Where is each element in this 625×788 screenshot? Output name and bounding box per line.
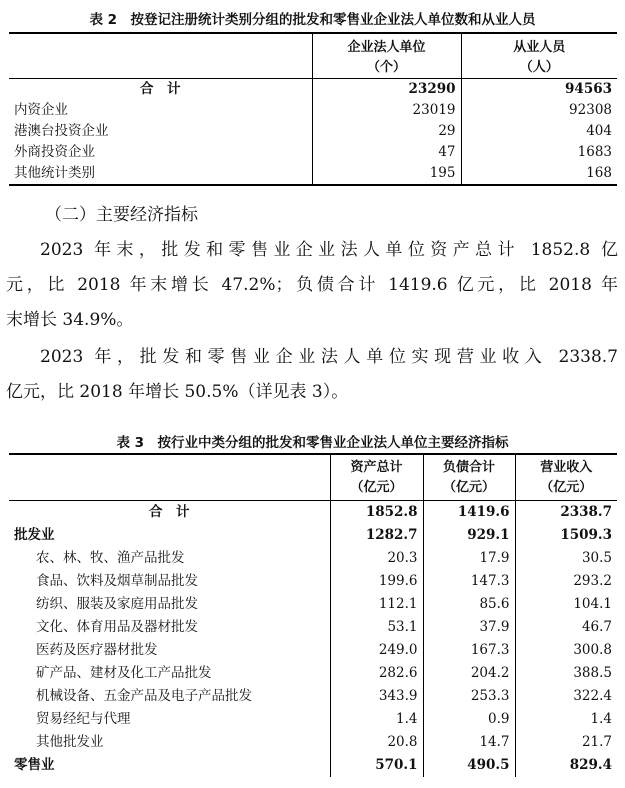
table-row: 外商投资企业 47 1683: [9, 142, 617, 163]
table-row: 纺织、服装及家庭用品批发 112.1 85.6 104.1: [9, 593, 617, 616]
table-row: 食品、饮料及烟草制品批发 199.6 147.3 293.2: [9, 570, 617, 593]
table-row: 港澳台投资企业 29 404: [9, 121, 617, 142]
table-row: 矿产品、建材及化工产品批发 282.6 204.2 388.5: [9, 662, 617, 685]
table3-retail-row: 零售业 570.1 490.5 829.4: [9, 754, 617, 777]
table-row: 文化、体育用品及器材批发 53.1 37.9 46.7: [9, 616, 617, 639]
table3-total-row: 合 计 1852.8 1419.6 2338.7: [9, 501, 617, 524]
table2-header-corner: [9, 33, 312, 79]
table-row: 医药及医疗器材批发 249.0 167.3 300.8: [9, 639, 617, 662]
table2-header-employees: 从业人员 （人）: [461, 33, 617, 79]
table3-header-corner: [9, 454, 330, 501]
table3-header-liabilities: 负债合计 （亿元）: [423, 454, 515, 501]
paragraph-assets: 2023 年末，批发和零售业企业法人单位资产总计 1852.8 亿 元，比 2018 年末增长 47.2%；负债合计 1419.6 亿元，比 2018 年 末增长 34.9%。: [6, 240, 618, 330]
table3-header-assets: 资产总计 （亿元）: [330, 454, 423, 501]
paragraph-revenue: 2023 年，批发和零售业企业法人单位实现营业收入 2338.7 亿元，比 2018 年增长 50.5%（详见表 3）。: [6, 347, 618, 402]
table-row: 机械设备、五金产品及电子产品批发 343.9 253.3 322.4: [9, 685, 617, 708]
table-row: 内资企业 23019 92308: [9, 100, 617, 121]
table3-wholesale-row: 批发业 1282.7 929.1 1509.3: [9, 524, 617, 547]
table-row: 农、林、牧、渔产品批发 20.3 17.9 30.5: [9, 547, 617, 570]
table2-header-units: 企业法人单位 （个）: [312, 33, 461, 79]
table2-title: 表 2 按登记注册统计类别分组的批发和零售业企业法人单位数和从业人员: [89, 12, 536, 28]
table2: [9, 32, 617, 186]
table-row: 其他批发业 20.8 14.7 21.7: [9, 731, 617, 754]
section-heading: （二）主要经济指标: [45, 205, 198, 225]
table3-header-revenue: 营业收入 （亿元）: [515, 454, 617, 501]
table2-total-row: 合 计 23290 94563: [9, 79, 617, 101]
table-row: 贸易经纪与代理 1.4 0.9 1.4: [9, 708, 617, 731]
table3-title: 表 3 按行业中类分组的批发和零售业企业法人单位主要经济指标: [116, 435, 509, 451]
table3: [9, 453, 617, 777]
table-row: 其他统计类别 195 168: [9, 163, 617, 185]
